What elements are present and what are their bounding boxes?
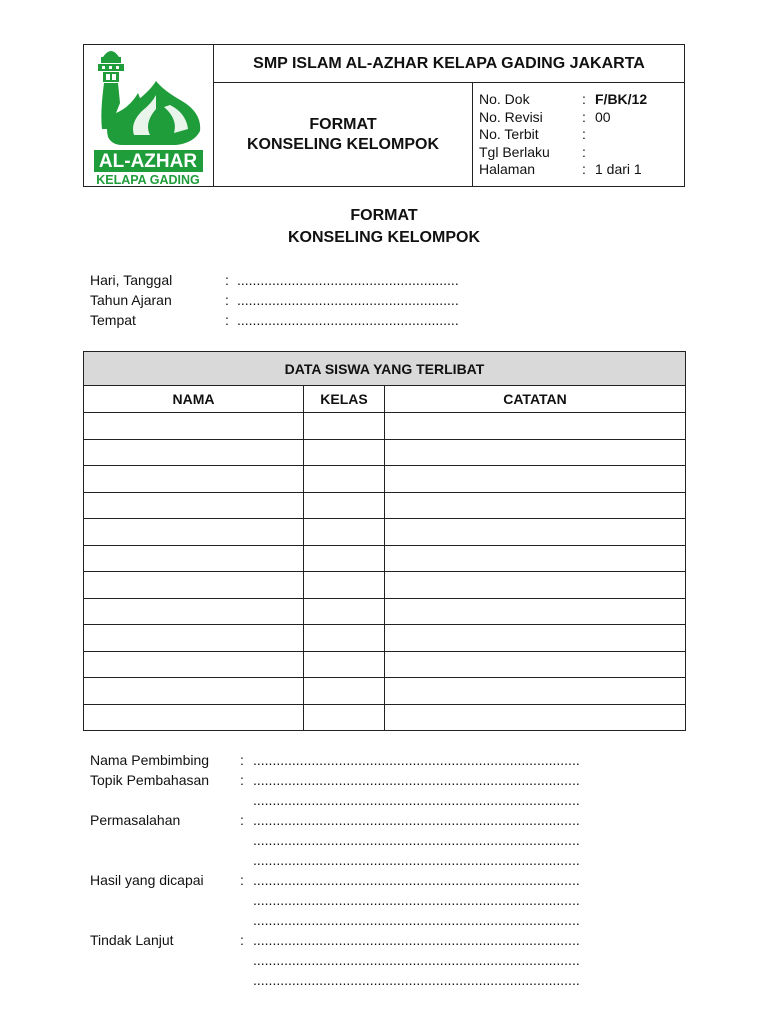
catatan-cell[interactable]: [385, 492, 686, 519]
detail-sep: :: [240, 932, 244, 948]
detail-row: [90, 750, 690, 770]
meta-row: [479, 144, 684, 162]
table-body: [84, 413, 686, 731]
detail-field[interactable]: ....................................................................................: [253, 932, 580, 948]
detail-field[interactable]: ....................................................................................: [253, 792, 580, 808]
info-label: Tahun Ajaran: [90, 292, 172, 308]
table-row: [84, 704, 686, 731]
meta-value: F/BK/12: [595, 91, 648, 107]
kelas-cell[interactable]: [304, 413, 385, 440]
meta-value: 1 dari 1: [595, 161, 642, 177]
info-row-date: [90, 270, 459, 290]
nama-cell[interactable]: [84, 492, 304, 519]
detail-row: [90, 770, 690, 790]
meta-key: Halaman: [479, 161, 536, 177]
table-row: [84, 572, 686, 599]
info-field[interactable]: .........................................................: [237, 292, 459, 308]
kelas-cell[interactable]: [304, 466, 385, 493]
meta-key: No. Revisi: [479, 108, 543, 125]
info-sep: :: [225, 312, 229, 328]
detail-row: [90, 850, 690, 870]
table-caption: DATA SISWA YANG TERLIBAT: [84, 352, 686, 386]
info-row-place: [90, 310, 459, 330]
table-row: [84, 625, 686, 652]
nama-cell[interactable]: [84, 625, 304, 652]
detail-sep: [240, 830, 253, 850]
catatan-cell[interactable]: [385, 678, 686, 705]
detail-label: Permasalahan: [90, 812, 181, 828]
detail-row: [90, 890, 690, 910]
meta-value: 00: [595, 108, 611, 125]
session-info: [90, 270, 459, 330]
meta-sep: :: [582, 126, 586, 142]
catatan-cell[interactable]: [385, 651, 686, 678]
document-title-line1: FORMAT: [350, 207, 418, 224]
detail-sep: [240, 910, 253, 930]
detail-sep: :: [240, 772, 244, 788]
nama-cell[interactable]: [84, 651, 304, 678]
catatan-cell[interactable]: [385, 598, 686, 625]
mosque-dome-minaret-icon: [90, 47, 206, 185]
kelas-cell[interactable]: [304, 678, 385, 705]
header-form-title: [214, 83, 473, 186]
detail-sep: [240, 850, 253, 870]
detail-row: [90, 910, 690, 930]
table-row: [84, 519, 686, 546]
header-title-line1: FORMAT: [309, 115, 377, 133]
meta-row: [479, 91, 684, 109]
table-row: [84, 466, 686, 493]
detail-label: [90, 910, 240, 930]
detail-field[interactable]: ....................................................................................: [253, 752, 580, 768]
info-field[interactable]: .........................................................: [237, 312, 459, 328]
kelas-cell[interactable]: [304, 439, 385, 466]
catatan-cell[interactable]: [385, 439, 686, 466]
catatan-cell[interactable]: [385, 545, 686, 572]
kelas-cell[interactable]: [304, 519, 385, 546]
nama-cell[interactable]: [84, 439, 304, 466]
detail-field[interactable]: ....................................................................................: [253, 892, 580, 908]
detail-label: [90, 950, 240, 970]
detail-sep: [240, 950, 253, 970]
detail-sep: [240, 970, 253, 990]
detail-label: [90, 890, 240, 910]
catatan-cell[interactable]: [385, 625, 686, 652]
detail-row: [90, 970, 690, 990]
nama-cell[interactable]: [84, 704, 304, 731]
detail-row: [90, 810, 690, 830]
detail-sep: :: [240, 812, 244, 828]
detail-field[interactable]: ....................................................................................: [253, 852, 580, 868]
detail-label: Topik Pembahasan: [90, 772, 210, 788]
detail-label: [90, 850, 240, 870]
kelas-cell[interactable]: [304, 704, 385, 731]
nama-cell[interactable]: [84, 678, 304, 705]
meta-key: Tgl Berlaku: [479, 143, 550, 160]
detail-label: [90, 830, 240, 850]
catatan-cell[interactable]: [385, 572, 686, 599]
table-row: [84, 678, 686, 705]
detail-field[interactable]: ....................................................................................: [253, 832, 580, 848]
column-header-nama: NAMA: [84, 386, 304, 413]
kelas-cell[interactable]: [304, 572, 385, 599]
header-title-line2: KONSELING KELOMPOK: [246, 135, 439, 153]
meta-sep: :: [582, 161, 586, 177]
meta-key: No. Terbit: [479, 126, 539, 142]
document-meta: [479, 91, 684, 179]
table-row: [84, 598, 686, 625]
detail-label: [90, 970, 240, 990]
logo-text-main: AL-AZHAR: [98, 151, 198, 172]
detail-label: Tindak Lanjut: [90, 932, 174, 948]
document-title: [0, 205, 768, 249]
detail-sep: [240, 890, 253, 910]
kelas-cell[interactable]: [304, 598, 385, 625]
kelas-cell[interactable]: [304, 625, 385, 652]
detail-label: Nama Pembimbing: [90, 752, 210, 768]
info-sep: :: [225, 292, 229, 308]
school-name: SMP ISLAM AL-AZHAR KELAPA GADING JAKARTA: [214, 45, 684, 83]
detail-field[interactable]: ....................................................................................: [253, 812, 580, 828]
meta-sep: :: [582, 91, 586, 107]
document-title-line2: KONSELING KELOMPOK: [287, 229, 480, 246]
catatan-cell[interactable]: [385, 704, 686, 731]
detail-field[interactable]: ....................................................................................: [253, 872, 580, 888]
nama-cell[interactable]: [84, 519, 304, 546]
kelas-cell[interactable]: [304, 651, 385, 678]
detail-row: [90, 950, 690, 970]
nama-cell[interactable]: [84, 466, 304, 493]
detail-row: [90, 790, 690, 810]
detail-field[interactable]: ....................................................................................: [253, 972, 580, 988]
info-label: Hari, Tanggal: [90, 272, 173, 288]
detail-field[interactable]: ....................................................................................: [253, 912, 580, 928]
meta-key: No. Dok: [479, 91, 530, 107]
catatan-cell[interactable]: [385, 466, 686, 493]
logo-cell: [84, 45, 214, 186]
kelas-cell[interactable]: [304, 545, 385, 572]
nama-cell[interactable]: [84, 413, 304, 440]
students-table: [83, 351, 686, 731]
nama-cell[interactable]: [84, 598, 304, 625]
info-label: Tempat: [90, 312, 136, 328]
table-row: [84, 651, 686, 678]
nama-cell[interactable]: [84, 545, 304, 572]
column-header-kelas: KELAS: [304, 386, 385, 413]
table-row: [84, 413, 686, 440]
table-row: [84, 439, 686, 466]
logo-text-sub: KELAPA GADING: [96, 173, 200, 185]
detail-field[interactable]: ....................................................................................: [253, 772, 580, 788]
detail-row: [90, 830, 690, 850]
detail-sep: [240, 790, 253, 810]
counseling-details: [90, 750, 690, 990]
table-row: [84, 545, 686, 572]
catatan-cell[interactable]: [385, 413, 686, 440]
meta-row: [479, 161, 684, 179]
info-row-school-year: [90, 290, 459, 310]
table-row: [84, 492, 686, 519]
info-field[interactable]: .........................................................: [237, 272, 459, 288]
meta-row: [479, 109, 684, 127]
detail-label: Hasil yang dicapai: [90, 872, 204, 888]
meta-sep: :: [582, 143, 586, 160]
nama-cell[interactable]: [84, 572, 304, 599]
document-header: [83, 44, 685, 187]
meta-sep: :: [582, 108, 586, 125]
kelas-cell[interactable]: [304, 492, 385, 519]
detail-row: [90, 930, 690, 950]
info-sep: :: [225, 272, 229, 288]
meta-row: [479, 126, 684, 144]
detail-label: [90, 790, 240, 810]
catatan-cell[interactable]: [385, 519, 686, 546]
detail-row: [90, 870, 690, 890]
detail-sep: :: [240, 872, 244, 888]
detail-field[interactable]: ....................................................................................: [253, 952, 580, 968]
column-header-catatan: CATATAN: [385, 386, 686, 413]
detail-sep: :: [240, 752, 244, 768]
